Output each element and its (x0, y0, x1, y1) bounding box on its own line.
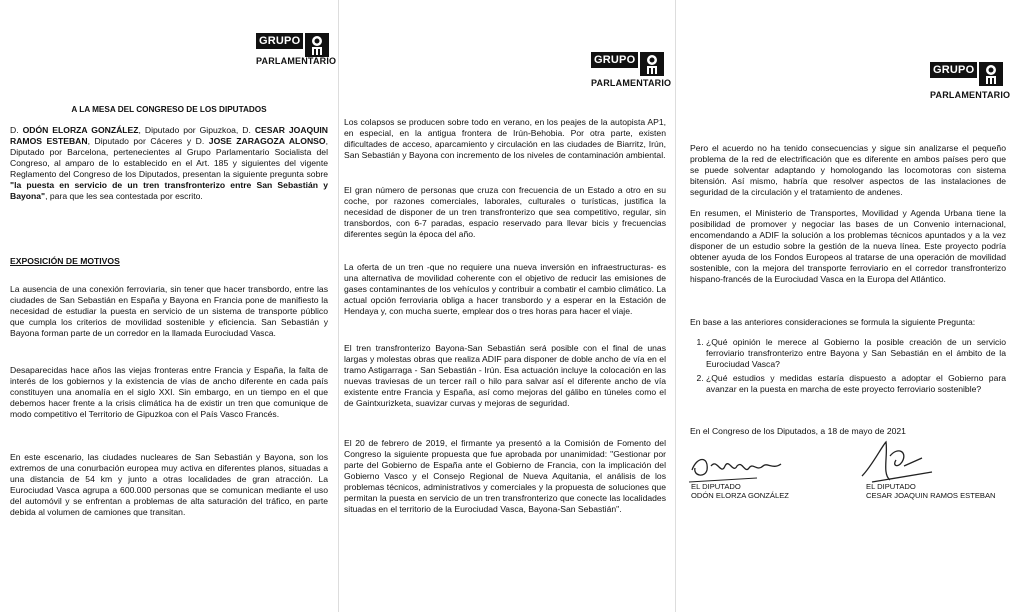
intro-text-e: , para que les sea contestada por escrito. (45, 191, 203, 201)
body-paragraph-2: El gran número de personas que cruza con frecuencia de un Estado a otro en su coche, por razones comerciales, laborales, culturales o turísticas, justifica la necesidad de disponer de un tren transfronterizo que sea competitivo, regular, sin transbordos, con 6-7 paradas, espacio reservado para llevar bicis y frecuencias diferentes según la época del año. (344, 185, 666, 239)
motive-paragraph-1: La ausencia de una conexión ferroviaria, sin tener que hacer transbordo, entre las ciudades de San Sebastián en España y Bayona en Francia pone de manifiesto la necesidad de estudiar la puesta en servicio de un sistema de transporte público que cumpla los criterios de movilidad sostenible y eficiencia. San Sebastián y Bayona forman parte de un corredor en la llamada Eurociudad Vasca. (10, 284, 328, 338)
date-line: En el Congreso de los Diputados, a 18 de mayo de 2021 (690, 426, 906, 436)
question-topic: "la puesta en servicio de un tren transfronterizo entre San Sebastián y Bayona" (10, 180, 328, 201)
intro-text-a: D. (10, 125, 23, 135)
rose-fist-icon (979, 62, 1003, 86)
grupo-parlamentario-logo (930, 62, 1011, 100)
page-divider (675, 0, 676, 612)
rose-fist-icon (640, 52, 664, 76)
rose-fist-icon (305, 33, 329, 57)
logo-word-parlamentario: PARLAMENTARIO (256, 56, 337, 66)
body-paragraph-3: La oferta de un tren -que no requiere una nueva inversión en infraestructuras- es una alternativa de movilidad coherente con el objetivo de reducir las emisiones de gases contaminantes de los vehículos y contribuir a combatir el cambio climático. La actual opción ferroviaria obliga a hacer transbordo y a esperar en la Estación de Hendaya y, con mucha suerte, emplear dos o tres horas para hacer el viaje. (344, 262, 666, 316)
deputy-name-1: ODÓN ELORZA GONZÁLEZ (22, 125, 139, 135)
document-page-1 (0, 0, 337, 612)
signer-1-name: ODÓN ELORZA GONZÁLEZ (691, 491, 789, 500)
body-paragraph-2: En resumen, el Ministerio de Transportes, Movilidad y Agenda Urbana tiene la posibilidad de promover y negociar las bases de un Convenio internacional, encomendando a ADIF la solución a los problemas técnicos apuntados y a la vez disponer de un estudio sobre la gestión de la nueva línea. Este proyecto podría obtener ayuda de los Fondos Europeos al tratarse de una operación de movilidad sostenible, con la mejora del transporte ferroviario en el corredor transfronterizo hispano-francés de la Eurociudad Vasca en la Europa del Atlántico. (690, 208, 1006, 284)
body-paragraph-4: El tren transfronterizo Bayona-San Sebastián será posible con el final de unas largas y molestas obras que realiza ADIF para disponer de doble ancho de vía en el tramo Astigarraga - San Sebastián - Irún. Esa actuación incluye la colocación en las nuevas traviesas de un tercer raíl o hilo para salvar así el diferente ancho de vía existente entre Francia y España, así como mejoras del gálibo en túneles como el de Gaintxurizketa, suavizar curvas y mejoras de seguridad. (344, 343, 666, 408)
signature-block-2 (866, 482, 996, 500)
motive-paragraph-2: Desaparecidas hace años las viejas fronteras entre Francia y España, la falta de interés de los gobiernos y la existencia de vías de ancho diferente en cada país constituyen una anomalía en el siglo XXI. Sin embargo, en un tiempo en el que debemos hacer frente a la crisis climática ha de existir un tren que comunique de modo competitivo el Territorio de Gipuzkoa con el País Vasco Francés. (10, 365, 328, 419)
addressee-heading: A LA MESA DEL CONGRESO DE LOS DIPUTADOS (71, 105, 267, 114)
signer-2-name: CESAR JOAQUIN RAMOS ESTEBAN (866, 491, 996, 500)
grupo-parlamentario-logo (256, 33, 337, 66)
intro-text-c: , Diputado por Cáceres y D. (87, 136, 209, 146)
logo-word-parlamentario: PARLAMENTARIO (591, 78, 672, 88)
logo-word-grupo: GRUPO (256, 33, 303, 49)
deputy-name-2: CESAR JOAQUIN RAMOS ESTEBAN (10, 125, 329, 146)
body-paragraph-1: Pero el acuerdo no ha tenido consecuencias y sigue sin analizarse el pequeño problema de la red de electrificación que es diferente en ambos países pero que se puede solventar adaptando y homologando las locomotoras con sistema bitensión. Así mismo, habría que resolver aspectos de las instalaciones de seguridad de la circulación y el tratamiento de andenes. (690, 143, 1006, 197)
question-item-2: 2. ¿Qué estudios y medidas estaría dispuesto a adoptar el Gobierno para avanzar en la puesta en marcha de este proyecto ferroviario sostenible? (706, 373, 1006, 395)
signer-2-role: EL DIPUTADO (866, 482, 916, 491)
intro-text-d: , Diputado por Barcelona, pertenecientes al Grupo Parlamentario Socialista del Congreso, al amparo de lo establecido en el Art. 185 y siguientes del vigente Reglamento del Congreso de los Diputados, presentan la siguiente pregunta sobre (10, 136, 328, 179)
question-item-1: 1. ¿Qué opinión le merece al Gobierno la posible creación de un servicio ferroviario transfronterizo entre Bayona y San Sebastián en el ámbito de la Eurociudad Vasca? (706, 337, 1006, 370)
grupo-parlamentario-logo (591, 52, 672, 88)
intro-text-b: , Diputado por Gipuzkoa, D. (138, 125, 255, 135)
document-page-3 (677, 0, 1019, 612)
handwritten-signature-2 (852, 436, 942, 486)
question-list (690, 337, 1006, 398)
intro-paragraph (10, 125, 328, 202)
logo-word-parlamentario: PARLAMENTARIO (930, 90, 1011, 100)
motive-paragraph-3: En este escenario, las ciudades nucleares de San Sebastián y Bayona, son los extremos de una conurbación europea muy activa en diferentes planos, situadas a una distancia de 54 km y junto a otras localidades de gran atracción. La Eurociudad Vasca agrupa a 600.000 personas que se comunican mediante el uso del automóvil y se enfrentan a problemas de alta saturación del tráfico, en parte debida al volumen de camiones que transitan. (10, 452, 328, 517)
deputy-name-3: JOSE ZARAGOZA ALONSO (208, 136, 326, 146)
body-paragraph-1: Los colapsos se producen sobre todo en verano, en los peajes de la autopista AP1, en especial, en la antigua frontera de Irún-Behobia. Por otra parte, existen dificultades de acceso, aparcamiento y circulación en las ciudades de Biarritz, Irún, San Sebastián y Bayona con incremento de los niveles de contaminación ambiental. (344, 117, 666, 160)
document-page-2 (340, 0, 674, 612)
logo-word-grupo: GRUPO (591, 52, 638, 68)
question-intro: En base a las anteriores consideraciones se formula la siguiente Pregunta: (690, 317, 976, 327)
page-divider (338, 0, 339, 612)
logo-word-grupo: GRUPO (930, 62, 977, 78)
signer-1-role: EL DIPUTADO (691, 482, 741, 491)
signature-block-1 (691, 482, 789, 500)
section-heading: EXPOSICIÓN DE MOTIVOS (10, 256, 120, 266)
body-paragraph-5: El 20 de febrero de 2019, el firmante ya presentó a la Comisión de Fomento del Congreso la siguiente propuesta que fue aprobada por unanimidad: "Gestionar por parte del Gobierno de España ante el Gobierno de Francia, con la implicación del Gobierno Vasco y el Consejo Regional de Nueva Aquitania, el análisis de los problemas técnicos, administrativos y comerciales y la propuesta de soluciones que permitan la puesta en servicio de un tren transfronterizo que conecte las localidades situadas en el territorio de la Eurociudad Vasca, Bayona-San Sebastián". (344, 438, 666, 514)
